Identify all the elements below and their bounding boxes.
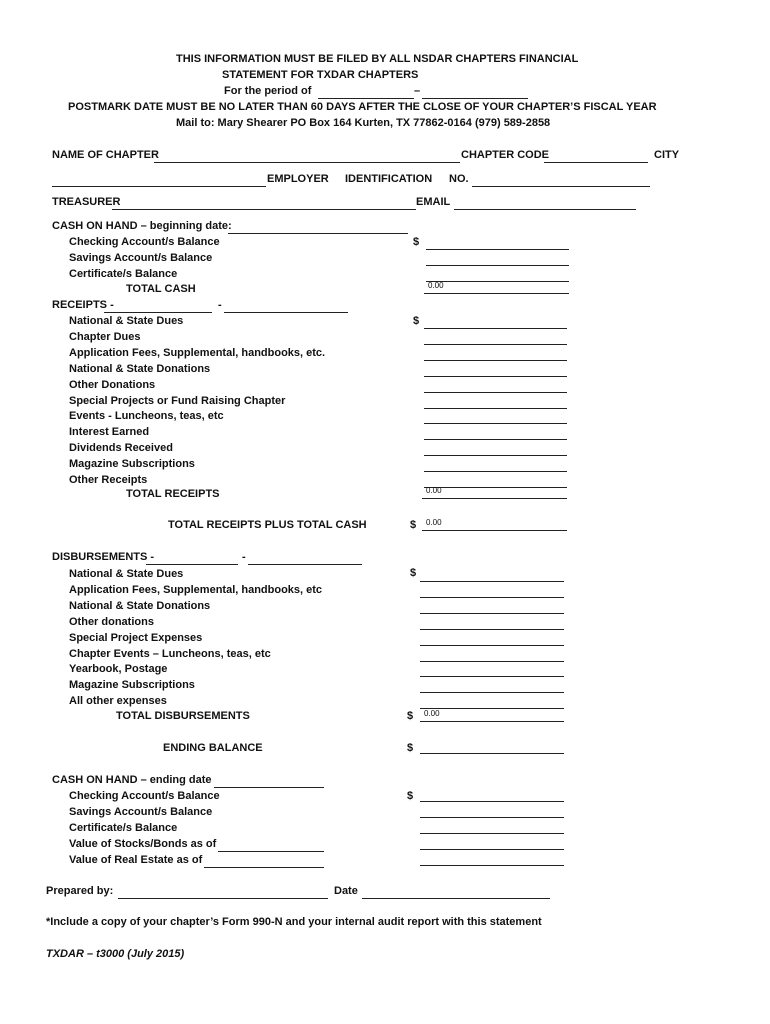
period-label: For the period of: [224, 85, 312, 97]
total-receipts-field: [422, 484, 567, 499]
total-receipts-label: TOTAL RECEIPTS: [126, 488, 220, 500]
footer-note: *Include a copy of your chapter’s Form 990-N and your internal audit report with this statement: [46, 916, 542, 928]
email-label: EMAIL: [416, 196, 451, 208]
city-label: CITY: [654, 149, 680, 161]
disbursements-heading: DISBURSEMENTS -: [52, 551, 155, 563]
receipt-item-label: Chapter Dues: [69, 330, 141, 343]
receipt-item-input[interactable]: [424, 394, 567, 409]
receipt-item-label: Magazine Subscriptions: [69, 458, 195, 471]
dollar-sign: $: [407, 742, 414, 754]
email-input[interactable]: [454, 195, 636, 210]
receipt-item-input[interactable]: [424, 409, 567, 424]
treasurer-label: TREASURER: [52, 196, 121, 208]
total-receipts-value: 0.00: [426, 486, 442, 495]
disbursement-item-label: Other donations: [69, 615, 154, 628]
cash-end-certificate-label: Certificate/s Balance: [69, 822, 178, 834]
employer-id-input-left[interactable]: [52, 172, 266, 187]
form-id: TXDAR – t3000 (July 2015): [46, 948, 185, 960]
disbursement-item-label: All other expenses: [69, 695, 167, 708]
disbursements-dash: -: [242, 551, 246, 563]
receipt-item-label: Application Fees, Supplemental, handbooks, etc.: [69, 346, 326, 359]
receipt-item-label: Interest Earned: [69, 426, 150, 439]
receipt-item-label: Events - Luncheons, teas, etc: [69, 410, 224, 423]
dollar-sign: $: [410, 567, 417, 579]
disbursement-item-label: Application Fees, Supplemental, handbooks, etc: [69, 583, 323, 596]
disbursement-item-input[interactable]: [420, 678, 564, 693]
cash-end-checking-input[interactable]: [420, 787, 564, 802]
receipts-plus-cash-label: TOTAL RECEIPTS PLUS TOTAL CASH: [168, 519, 367, 531]
cash-begin-savings-label: Savings Account/s Balance: [69, 252, 213, 264]
identification-label: IDENTIFICATION: [345, 173, 433, 185]
date-label: Date: [334, 885, 358, 897]
employer-label: EMPLOYER: [267, 173, 329, 185]
header-line-1: THIS INFORMATION MUST BE FILED BY ALL NSDAR CHAPTERS FINANCIAL: [176, 53, 579, 65]
total-cash-label: TOTAL CASH: [126, 283, 196, 295]
receipt-item-input[interactable]: [424, 425, 567, 440]
disbursement-item-label: Yearbook, Postage: [69, 663, 168, 676]
receipt-item-input[interactable]: [424, 314, 567, 329]
receipts-start-date-input[interactable]: [104, 298, 212, 313]
disbursement-item-label: Special Project Expenses: [69, 631, 203, 644]
receipts-heading: RECEIPTS -: [52, 299, 114, 311]
ending-balance-input[interactable]: [420, 739, 564, 754]
disbursement-item-input[interactable]: [420, 647, 564, 662]
cash-begin-savings-input[interactable]: [426, 251, 569, 266]
disbursement-item-label: National & State Dues: [69, 568, 184, 580]
disbursement-item-label: Magazine Subscriptions: [69, 679, 195, 692]
cash-begin-checking-label: Checking Account/s Balance: [69, 236, 220, 248]
employer-id-input[interactable]: [472, 172, 650, 187]
receipt-item-input[interactable]: [424, 441, 567, 456]
disbursement-item-input[interactable]: [420, 631, 564, 646]
receipt-item-label: Other Receipts: [69, 474, 148, 486]
total-cash-field: [424, 279, 569, 294]
receipt-item-input[interactable]: [424, 330, 567, 345]
chapter-name-label: NAME OF CHAPTER: [52, 149, 159, 161]
dollar-sign: $: [407, 790, 414, 802]
cash-begin-heading: CASH ON HAND – beginning date:: [52, 220, 232, 232]
receipt-item-label: National & State Dues: [69, 315, 184, 327]
dollar-sign: $: [413, 315, 420, 327]
receipt-item-label: National & State Donations: [69, 362, 211, 375]
prepared-by-label: Prepared by:: [46, 885, 114, 897]
header-line-2: STATEMENT FOR TXDAR CHAPTERS: [222, 69, 419, 81]
cash-end-checking-label: Checking Account/s Balance: [69, 790, 220, 802]
disbursement-item-input[interactable]: [420, 662, 564, 677]
disbursement-item-input[interactable]: [420, 599, 564, 614]
real-estate-value-input[interactable]: [420, 851, 564, 866]
receipt-item-input[interactable]: [424, 457, 567, 472]
receipt-item-input[interactable]: [424, 362, 567, 377]
stocks-bonds-label: Value of Stocks/Bonds as of: [69, 838, 217, 850]
total-disbursements-value: 0.00: [424, 709, 440, 718]
dollar-sign: $: [410, 519, 417, 531]
disbursement-item-label: National & State Donations: [69, 599, 211, 612]
cash-end-savings-input[interactable]: [420, 803, 564, 818]
cash-begin-checking-input[interactable]: [426, 235, 569, 250]
period-start-input[interactable]: [318, 84, 414, 99]
receipts-end-date-input[interactable]: [224, 298, 348, 313]
postmark-notice: POSTMARK DATE MUST BE NO LATER THAN 60 DAYS AFTER THE CLOSE OF YOUR CHAPTER’S FISCAL YEAR: [68, 101, 657, 113]
cash-end-heading: CASH ON HAND – ending date: [52, 774, 212, 786]
mail-to-address: Mail to: Mary Shearer PO Box 164 Kurten, TX 77862-0164 (979) 589-2858: [176, 117, 551, 129]
disbursements-start-date-input[interactable]: [146, 550, 238, 565]
cash-begin-date-input[interactable]: [228, 219, 408, 234]
no-label: NO.: [449, 173, 469, 185]
disbursement-item-input[interactable]: [420, 583, 564, 598]
total-cash-value: 0.00: [428, 281, 444, 290]
period-end-input[interactable]: [422, 84, 528, 99]
total-disbursements-label: TOTAL DISBURSEMENTS: [116, 710, 250, 722]
stocks-bonds-value-input[interactable]: [420, 835, 564, 850]
real-estate-label: Value of Real Estate as of: [69, 854, 203, 866]
disbursement-item-label: Chapter Events – Luncheons, teas, etc: [69, 647, 271, 660]
cash-begin-certificate-label: Certificate/s Balance: [69, 268, 178, 280]
receipts-plus-cash-field: [422, 516, 567, 531]
chapter-name-input[interactable]: [154, 148, 460, 163]
dollar-sign: $: [413, 236, 420, 248]
total-disbursements-field: [420, 707, 564, 722]
receipt-item-label: Dividends Received: [69, 442, 173, 455]
disbursements-end-date-input[interactable]: [248, 550, 362, 565]
cash-end-date-input[interactable]: [214, 773, 324, 788]
dollar-sign: $: [407, 710, 414, 722]
prepared-by-input[interactable]: [118, 884, 328, 899]
receipt-item-input[interactable]: [424, 378, 567, 393]
chapter-code-input[interactable]: [544, 148, 648, 163]
treasurer-input[interactable]: [112, 195, 416, 210]
chapter-code-label: CHAPTER CODE: [461, 149, 550, 161]
receipts-plus-cash-value: 0.00: [426, 518, 442, 527]
disbursement-item-input[interactable]: [420, 615, 564, 630]
receipts-dash: -: [218, 299, 222, 311]
period-dash: –: [414, 85, 421, 97]
date-input[interactable]: [362, 884, 550, 899]
receipt-item-label: Special Projects or Fund Raising Chapter: [69, 394, 286, 407]
disbursement-item-input[interactable]: [420, 567, 564, 582]
ending-balance-label: ENDING BALANCE: [163, 742, 263, 754]
receipt-item-input[interactable]: [424, 346, 567, 361]
stocks-bonds-date-input[interactable]: [218, 837, 324, 852]
receipt-item-label: Other Donations: [69, 378, 156, 391]
cash-end-savings-label: Savings Account/s Balance: [69, 806, 213, 818]
cash-end-certificate-input[interactable]: [420, 819, 564, 834]
real-estate-date-input[interactable]: [204, 853, 324, 868]
